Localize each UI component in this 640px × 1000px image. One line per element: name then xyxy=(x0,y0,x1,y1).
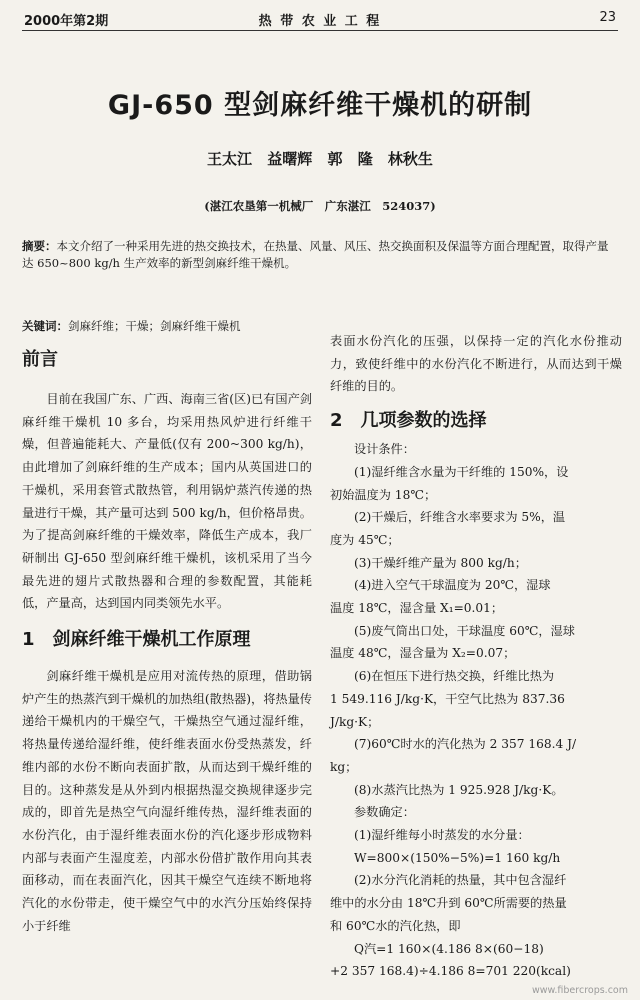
watermark: www.fibercrops.com xyxy=(531,985,628,996)
parameter-line: (6)在恒压下进行热交换，纤维比热为 xyxy=(354,669,555,684)
keywords-label: 关键词： xyxy=(22,319,68,333)
abstract-label: 摘要： xyxy=(22,239,57,253)
parameter-line: 维中的水分由 18℃升到 60℃所需要的热量 xyxy=(330,896,567,911)
keywords-text: 剑麻纤维；干燥；剑麻纤维干燥机 xyxy=(68,319,241,333)
section-heading-principle: 1 剑麻纤维干燥机工作原理 xyxy=(22,629,251,651)
parameter-line: (7)60℃时水的汽化热为 2 357 168.4 J/ xyxy=(354,737,577,752)
principle-paragraph: 剑麻纤维干燥机是应用对流传热的原理，借助锅炉产生的热蒸汽到干燥机的加热组(散热器)，将热量传递给干燥机内的干燥空气，干燥热空气通过湿纤维，将热量传递给湿纤维，使纤维表面水份受热蒸发，纤维内部的水份不断向表面扩散，从而达到干燥纤维的目的。这种蒸发是从外到内根据热湿交换规律逐步完成的，即首先是热空气向湿纤维传热，湿纤维表面的水份汽化，由于湿纤维表面水份的汽化逐步形成物料内部与表面产生湿度差，内部水份借扩散作用向其表面移动，而在表面汽化，因其干燥空气连续不断地将汽化的水份带走，使干燥空气中的水汽分压始终保持小于纤维 xyxy=(22,669,312,933)
parameter-line: 度为 45℃； xyxy=(330,532,400,547)
section-heading-intro: 前言 xyxy=(22,349,58,370)
parameter-line: (1)湿纤维每小时蒸发的水分量： xyxy=(354,828,530,843)
parameter-line: (3)干燥纤维产量为 800 kg/h； xyxy=(354,555,527,570)
page-number: 23 xyxy=(599,10,616,25)
journal-name: 热 带 农 业 工 程 xyxy=(258,14,382,29)
parameter-line: 参数确定： xyxy=(354,805,415,820)
parameter-line: 温度 18℃，湿含量 X₁=0.01； xyxy=(330,601,504,616)
left-column xyxy=(22,330,312,937)
intro-paragraph: 目前在我国广东、广西、海南三省(区)已有国产剑麻纤维干燥机 10 多台，均采用热风炉进行纤维干燥，但普遍能耗大、产量低(仅有 200~300 kg/h)，由此增加了剑麻纤维的生产成本；国内从英国进口的干燥机，采用套管式散热管，利用锅炉蒸汽传递的热量进行干燥，其产量可达到 500 kg/h，但价格昂贵。为了提高剑麻纤维的干燥效率，降低生产成本，我厂研制出 GJ-650 型剑麻纤维干燥机，该机采用了当今最先进的翅片式散热器和合理的参数配置，其能耗低，产量高，达到国内同类领先水平。 xyxy=(22,392,312,611)
parameter-line: Q汽=1 160×(4.186 8×(60−18) xyxy=(354,941,544,956)
abstract xyxy=(22,238,616,272)
parameter-line: (8)水蒸汽比热为 1 925.928 J/kg·K。 xyxy=(354,782,564,797)
issue-label: 2000年第2期 xyxy=(24,14,109,29)
affiliation: (湛江农垦第一机械厂 广东湛江 524037) xyxy=(204,199,436,213)
parameter-line: (5)废气筒出口处，干球温度 60℃，湿球 xyxy=(354,623,575,638)
paper-title: GJ-650 型剑麻纤维干燥机的研制 xyxy=(107,90,533,121)
parameter-list xyxy=(330,438,622,983)
parameter-line: W=800×(150%−5%)=1 160 kg/h xyxy=(354,850,561,865)
parameter-line: (1)湿纤维含水量为干纤维的 150%，设 xyxy=(354,464,569,479)
author-list: 王太江 益曙辉 郭 隆 林秋生 xyxy=(207,150,433,168)
parameter-line: (4)进入空气干球温度为 20℃，湿球 xyxy=(354,578,551,593)
parameter-line: kg； xyxy=(330,759,358,774)
parameter-line: 和 60℃水的汽化热，即 xyxy=(330,918,461,933)
parameter-line: (2)干燥后，纤维含水率要求为 5%，温 xyxy=(354,510,566,525)
abstract-text: 本文介绍了一种采用先进的热交换技术，在热量、风量、风压、热交换面积及保温等方面合理配置，取得产量达 650~800 kg/h 生产效率的新型剑麻纤维干燥机。 xyxy=(22,239,609,270)
section-heading-parameters: 2 几项参数的选择 xyxy=(330,410,487,432)
parameter-line: 初始温度为 18℃； xyxy=(330,487,437,502)
parameter-line: (2)水分汽化消耗的热量，其中包含湿纤 xyxy=(354,873,567,888)
parameter-line: J/kg·K； xyxy=(330,714,380,729)
parameter-line: 温度 48℃，湿含量为 X₂=0.07； xyxy=(330,646,516,661)
right-column xyxy=(330,330,622,983)
parameter-line: 设计条件： xyxy=(354,442,415,457)
parameter-line: +2 357 168.4)÷4.186 8=701 220(kcal) xyxy=(330,964,571,979)
parameter-line: 1 549.116 J/kg·K，干空气比热为 837.36 xyxy=(330,691,565,706)
continued-paragraph: 表面水份汽化的压强，以保持一定的汽化水份推动力，致使纤维中的水份汽化不断进行，从而达到干燥纤维的目的。 xyxy=(330,334,622,394)
running-header xyxy=(22,8,618,31)
